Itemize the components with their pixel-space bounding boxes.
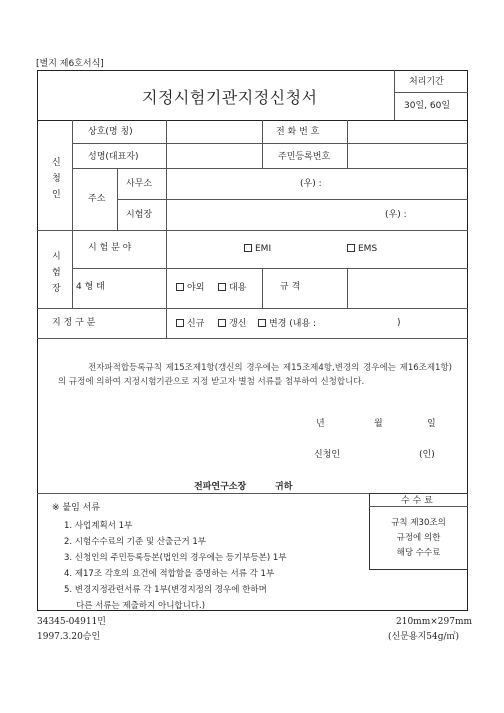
indoor-option[interactable]: 대용 <box>218 283 246 293</box>
application-statement: 전자파적합등록규칙 제15조제1항(갱신의 경우에는 제15조제4항,변경의 경우에는 제16조제1항)의 규정에 의하여 지정시험기관으로 지정 받고자 별첨 서류를 첨부하여 신청합니다. <box>58 363 452 387</box>
date-year: 년 <box>316 419 325 429</box>
outdoor-checkbox[interactable] <box>176 283 184 291</box>
office-label: 사무소 <box>126 179 153 189</box>
change-checkbox[interactable] <box>258 319 266 327</box>
office-address-field[interactable] <box>167 169 467 198</box>
attachment-item: 4. 제17조 각호의 요건에 적합함을 증명하는 서류 각 1부 <box>64 569 275 579</box>
lab-zip-label: (우) : <box>385 210 407 220</box>
paper-type: (신문용지54g/㎡) <box>388 632 460 642</box>
form-code: 34345-04911민 <box>37 617 106 627</box>
new-checkbox[interactable] <box>176 319 184 327</box>
outdoor-option[interactable]: 야외 <box>176 283 204 293</box>
processing-period-label: 처리기간 <box>409 77 444 87</box>
form-title: 지정시험기관지정신청서 <box>142 88 318 107</box>
designation-label: 지 정 구 분 <box>52 318 96 328</box>
phone-field[interactable] <box>348 121 467 142</box>
emi-checkbox[interactable] <box>244 244 252 252</box>
attachments-list <box>64 518 287 614</box>
new-option[interactable]: 신규 <box>176 319 204 329</box>
approval-date: 1997.3.20승인 <box>37 632 101 642</box>
renew-option[interactable]: 갱신 <box>218 319 246 329</box>
ems-checkbox[interactable] <box>347 244 355 252</box>
attachment-item: 2. 시험수수료의 기준 및 산출근거 1부 <box>64 537 206 547</box>
attachment-item: 5. 변경지정관련서류 각 1부(변경지정의 경우에 한하며 <box>64 585 267 595</box>
attachment-item: 다른 서류는 제출하지 아니합니다.) <box>76 601 206 611</box>
change-close-paren: ) <box>397 318 401 328</box>
attachments-title: ※ 붙임 서류 <box>52 503 101 513</box>
lab-label: 시험장 <box>126 210 153 220</box>
change-option[interactable]: 변경 (내용 : <box>258 319 316 329</box>
site-type-label: 4 형 태 <box>76 282 105 292</box>
test-site-section-label: 시 험 장 <box>52 252 61 294</box>
renew-checkbox[interactable] <box>218 319 226 327</box>
seal-mark: (인) <box>419 450 435 460</box>
date-month: 월 <box>374 419 383 429</box>
address-label: 주소 <box>88 194 106 204</box>
form-label: [별지 제6호서식] <box>36 59 104 69</box>
company-name-field[interactable] <box>167 121 261 142</box>
phone-label: 전 화 번 호 <box>276 127 320 137</box>
recipient-honorific: 귀하 <box>275 482 293 492</box>
emi-option[interactable]: EMI <box>244 244 271 254</box>
representative-label: 성명(대표자) <box>88 152 139 162</box>
resident-number-label: 주민등록번호 <box>278 152 331 162</box>
lab-address-field[interactable] <box>167 200 467 229</box>
recipient-name: 전파연구소장 <box>194 482 247 492</box>
representative-field[interactable] <box>167 144 261 167</box>
paper-size: 210mm×297mm <box>396 617 473 627</box>
applicant-signature-label: 신청인 <box>314 450 341 460</box>
test-field-label: 시 험 분 야 <box>88 243 132 253</box>
attachment-item: 3. 신청인의 주민등록등본(법인의 경우에는 등기부등본) 1부 <box>64 553 287 563</box>
fee-title: 수 수 료 <box>401 496 433 506</box>
attachment-item: 1. 사업계획서 1부 <box>64 521 133 531</box>
fee-description: 규칙 제30조의 규정에 의한 해당 수수료 <box>391 518 446 558</box>
dimension-label: 규 격 <box>280 282 301 292</box>
ems-option[interactable]: EMS <box>347 244 377 254</box>
dimension-field[interactable] <box>348 269 467 307</box>
processing-period-value: 30일, 60일 <box>404 101 451 111</box>
date-day: 일 <box>427 419 436 429</box>
indoor-checkbox[interactable] <box>218 283 226 291</box>
company-name-label: 상호(명 칭) <box>88 127 133 137</box>
resident-number-field[interactable] <box>348 144 467 167</box>
applicant-section-label: 신 청 인 <box>52 158 61 200</box>
office-zip-label: (우) : <box>300 179 322 189</box>
